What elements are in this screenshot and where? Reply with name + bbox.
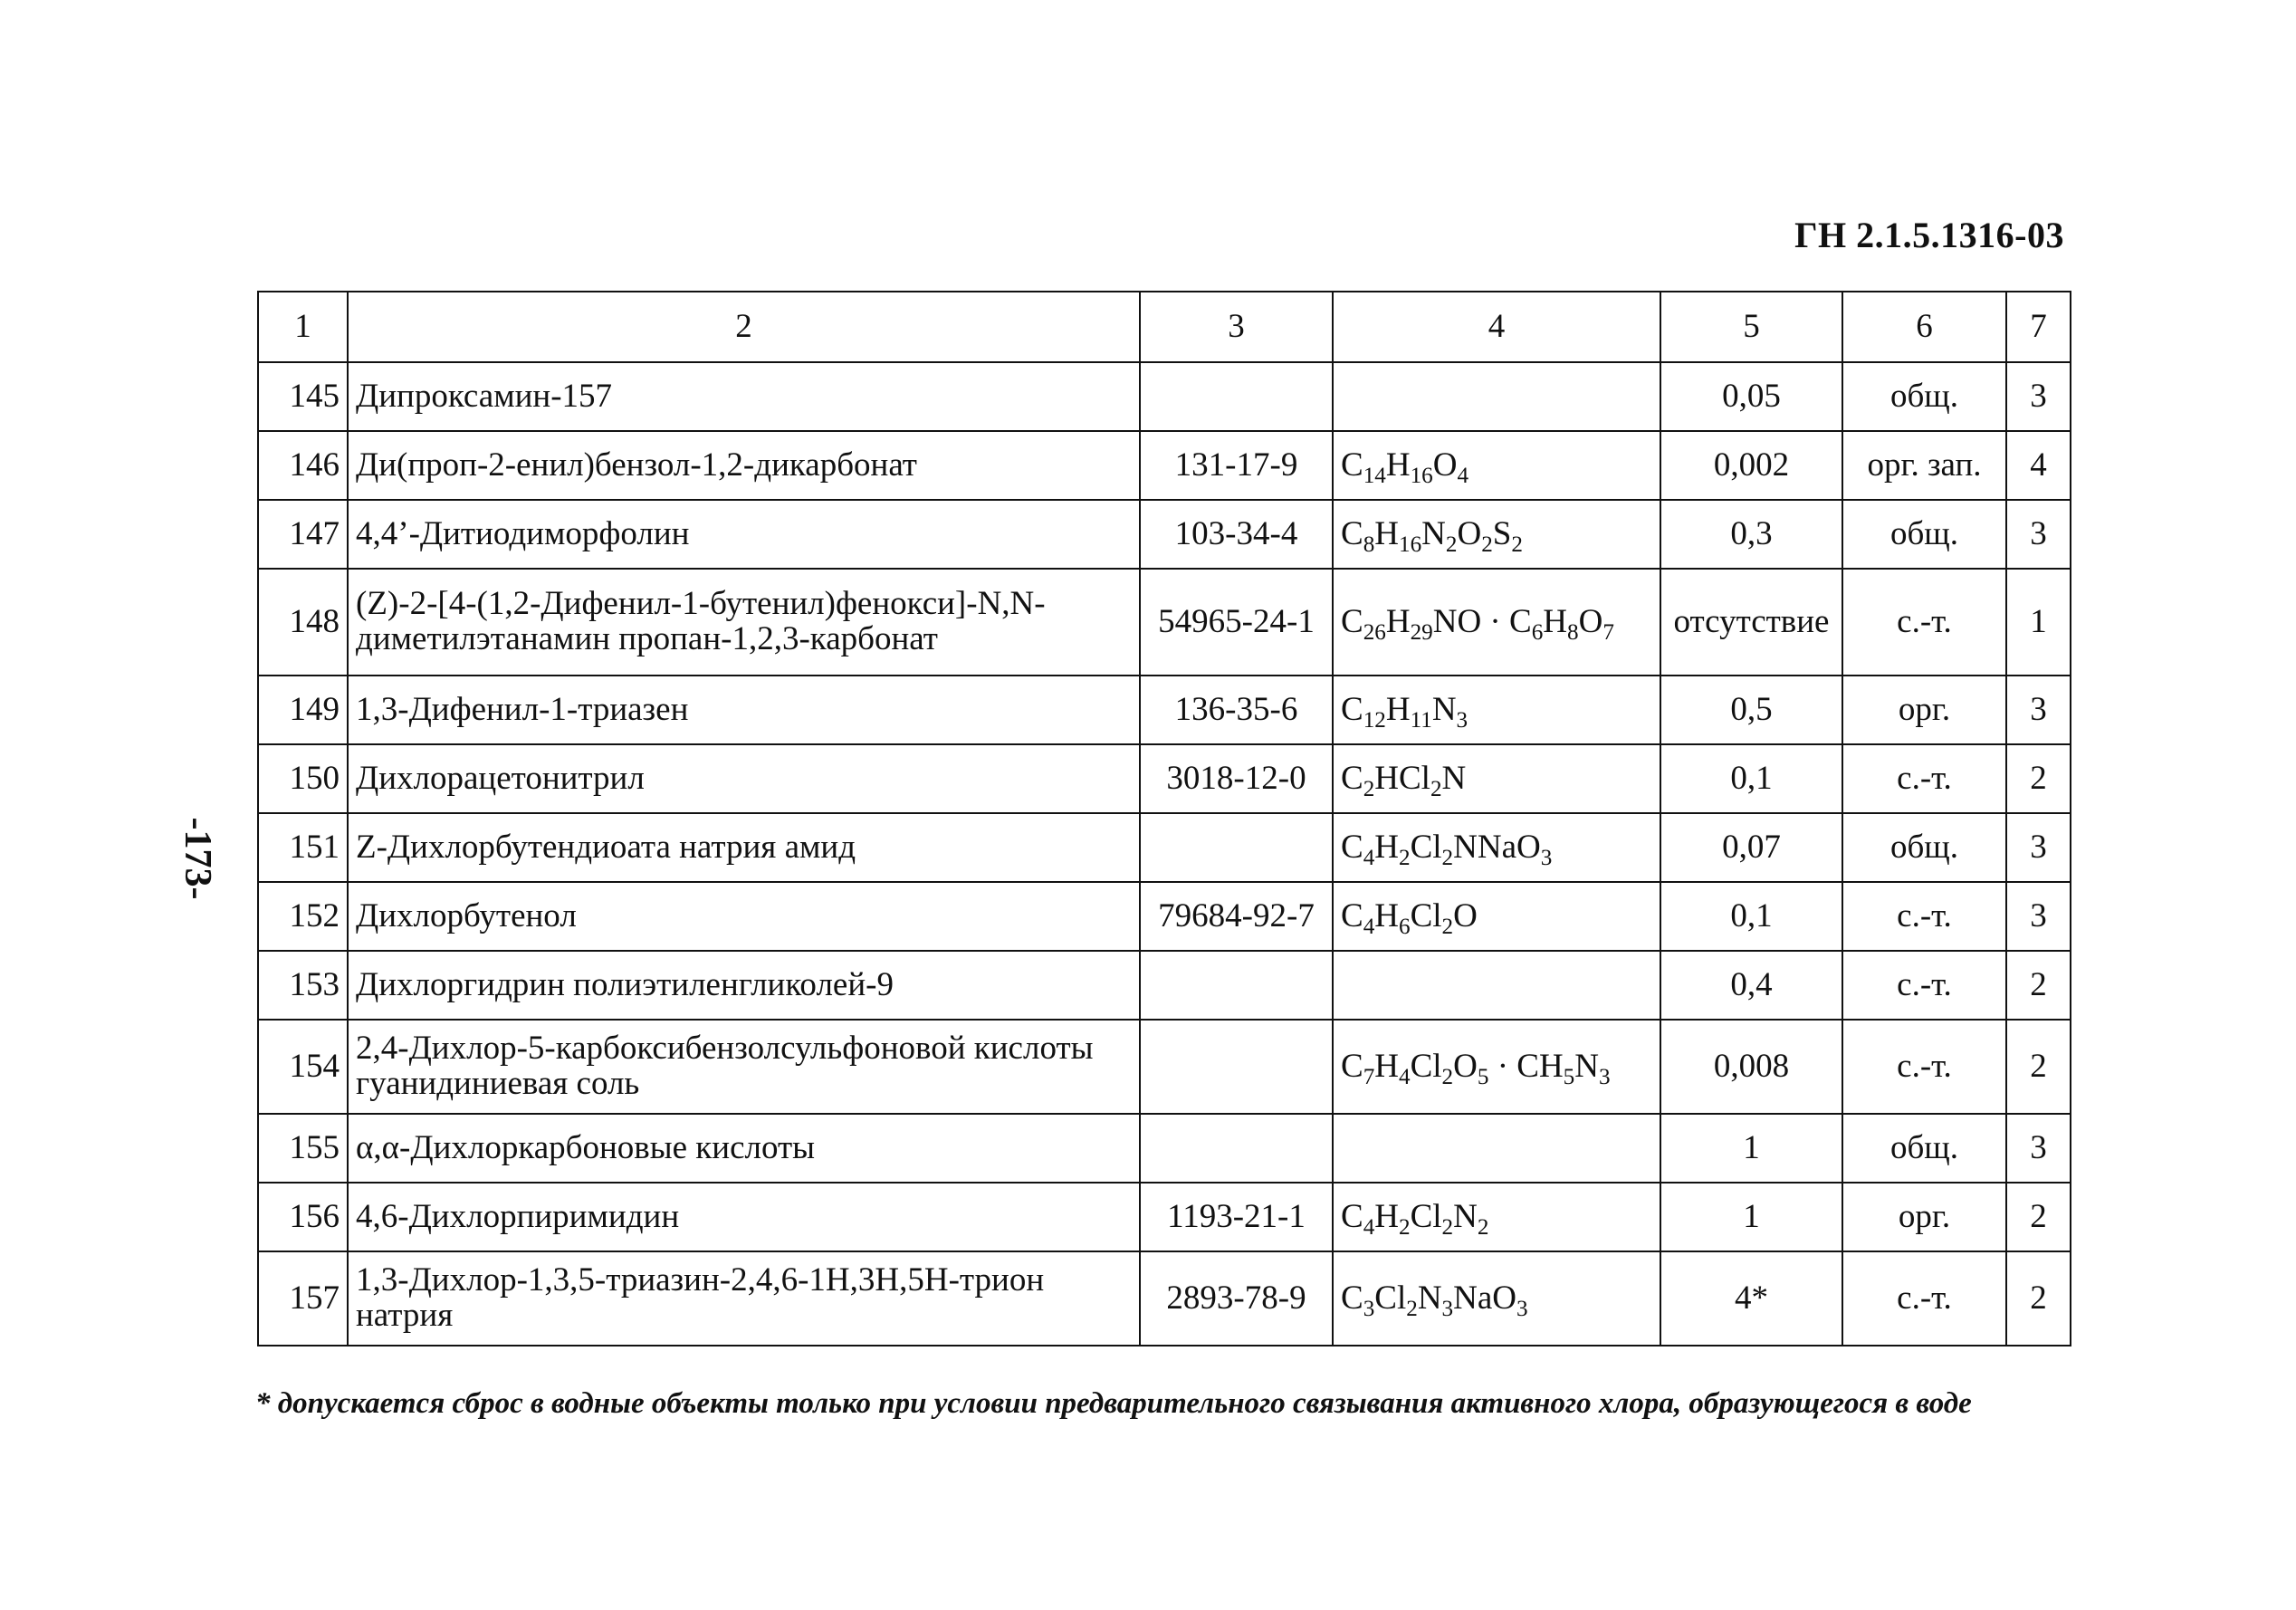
limit-value: 0,4 (1660, 951, 1842, 1020)
chemical-formula (1333, 1114, 1660, 1183)
table-body (258, 362, 2071, 1346)
substance-name: α,α-Дихлоркарбоновые кислоты (348, 1114, 1140, 1183)
cas-number (1140, 813, 1333, 882)
column-header: 1 (258, 292, 348, 362)
harm-sign: орг. зап. (1842, 431, 2006, 500)
limit-value: 0,008 (1660, 1020, 1842, 1114)
substance-name: (Z)-2-[4-(1,2-Дифенил-1-бутенил)фенокси]-N,N-диметилэтанамин пропан-1,2,3-карбонат (348, 569, 1140, 676)
row-number: 150 (258, 744, 348, 813)
hazard-class: 3 (2006, 882, 2071, 951)
hazard-class: 3 (2006, 1114, 2071, 1183)
table-row (258, 500, 2071, 569)
chemical-formula: $C_8H_{16}N_2O_2S_2$ (1333, 500, 1660, 569)
harm-sign: с.-т. (1842, 1251, 2006, 1346)
cas-number: 2893-78-9 (1140, 1251, 1333, 1346)
chemical-formula: $C_4H_6Cl_2O$ (1333, 882, 1660, 951)
hazard-class: 2 (2006, 1183, 2071, 1251)
hazard-class: 2 (2006, 951, 2071, 1020)
row-number: 154 (258, 1020, 348, 1114)
table-row (258, 744, 2071, 813)
harm-sign: с.-т. (1842, 882, 2006, 951)
substance-name: Дихлорбутенол (348, 882, 1140, 951)
harm-sign: общ. (1842, 1114, 2006, 1183)
column-header: 5 (1660, 292, 1842, 362)
chemical-formula: $C_4H_2Cl_2N_2$ (1333, 1183, 1660, 1251)
substance-name: Дипроксамин-157 (348, 362, 1140, 431)
limit-value: 0,5 (1660, 676, 1842, 744)
cas-number (1140, 362, 1333, 431)
chemical-formula (1333, 362, 1660, 431)
row-number: 156 (258, 1183, 348, 1251)
chemical-formula: $C_3Cl_2N_3NaO_3$ (1333, 1251, 1660, 1346)
hazard-class: 2 (2006, 1251, 2071, 1346)
harm-sign: орг. (1842, 676, 2006, 744)
table-row (258, 1020, 2071, 1114)
table-row (258, 951, 2071, 1020)
column-header: 2 (348, 292, 1140, 362)
harm-sign: с.-т. (1842, 744, 2006, 813)
substances-table (257, 291, 2071, 1346)
limit-value: 1 (1660, 1183, 1842, 1251)
cas-number: 1193-21-1 (1140, 1183, 1333, 1251)
limit-value: 0,05 (1660, 362, 1842, 431)
column-number-row (258, 292, 2071, 362)
table-row (258, 362, 2071, 431)
substance-name: 4,4’-Дитиодиморфолин (348, 500, 1140, 569)
limit-value: 0,1 (1660, 744, 1842, 813)
limit-value: 0,07 (1660, 813, 1842, 882)
cas-number: 54965-24-1 (1140, 569, 1333, 676)
cas-number: 136-35-6 (1140, 676, 1333, 744)
substance-name: Дихлорацетонитрил (348, 744, 1140, 813)
table-row (258, 813, 2071, 882)
chemical-formula: $C_{26}H_{29}NO \cdot C_6H_8O_7$ (1333, 569, 1660, 676)
limit-value: 0,1 (1660, 882, 1842, 951)
harm-sign: общ. (1842, 500, 2006, 569)
harm-sign: с.-т. (1842, 569, 2006, 676)
harm-sign: общ. (1842, 362, 2006, 431)
table-row (258, 431, 2071, 500)
substance-name: 1,3-Дифенил-1-триазен (348, 676, 1140, 744)
limit-value: 1 (1660, 1114, 1842, 1183)
table-row (258, 1183, 2071, 1251)
limit-value: 0,3 (1660, 500, 1842, 569)
hazard-class: 3 (2006, 362, 2071, 431)
hazard-class: 3 (2006, 676, 2071, 744)
table-row (258, 676, 2071, 744)
harm-sign: с.-т. (1842, 951, 2006, 1020)
hazard-class: 3 (2006, 813, 2071, 882)
chemical-formula: $C_4H_2Cl_2NNaO_3$ (1333, 813, 1660, 882)
row-number: 145 (258, 362, 348, 431)
substance-name: Дихлоргидрин полиэтиленгликолей-9 (348, 951, 1140, 1020)
harm-sign: орг. (1842, 1183, 2006, 1251)
chemical-formula: $C_{12}H_{11}N_3$ (1333, 676, 1660, 744)
hazard-class: 1 (2006, 569, 2071, 676)
substance-name: 1,3-Дихлор-1,3,5-триазин-2,4,6-1H,3H,5H-трион натрия (348, 1251, 1140, 1346)
hazard-class: 2 (2006, 744, 2071, 813)
table-row (258, 1114, 2071, 1183)
column-header: 6 (1842, 292, 2006, 362)
row-number: 157 (258, 1251, 348, 1346)
column-header: 7 (2006, 292, 2071, 362)
footnote: * допускается сброс в водные объекты только при условии предварительного связывания активного хлора, образующегося в воде (255, 1387, 1972, 1420)
row-number: 151 (258, 813, 348, 882)
row-number: 146 (258, 431, 348, 500)
harm-sign: общ. (1842, 813, 2006, 882)
substance-name: 2,4-Дихлор-5-карбоксибензолсульфоновой кислоты гуанидиниевая соль (348, 1020, 1140, 1114)
table-row (258, 1251, 2071, 1346)
cas-number: 3018-12-0 (1140, 744, 1333, 813)
row-number: 148 (258, 569, 348, 676)
cas-number (1140, 1020, 1333, 1114)
substance-name: Z-Дихлорбутендиоата натрия амид (348, 813, 1140, 882)
chemical-formula: $C_{14}H_{16}O_4$ (1333, 431, 1660, 500)
column-header: 3 (1140, 292, 1333, 362)
hazard-class: 3 (2006, 500, 2071, 569)
substance-name: Ди(проп-2-енил)бензол-1,2-дикарбонат (348, 431, 1140, 500)
limit-value: отсутствие (1660, 569, 1842, 676)
harm-sign: с.-т. (1842, 1020, 2006, 1114)
cas-number (1140, 951, 1333, 1020)
hazard-class: 4 (2006, 431, 2071, 500)
limit-value: 4* (1660, 1251, 1842, 1346)
row-number: 149 (258, 676, 348, 744)
cas-number (1140, 1114, 1333, 1183)
cas-number: 103-34-4 (1140, 500, 1333, 569)
column-header: 4 (1333, 292, 1660, 362)
chemical-formula (1333, 951, 1660, 1020)
limit-value: 0,002 (1660, 431, 1842, 500)
chemical-formula: $C_7H_4Cl_2O_5 \cdot CH_5N_3$ (1333, 1020, 1660, 1114)
row-number: 153 (258, 951, 348, 1020)
cas-number: 79684-92-7 (1140, 882, 1333, 951)
row-number: 147 (258, 500, 348, 569)
hazard-class: 2 (2006, 1020, 2071, 1114)
document-code: ГН 2.1.5.1316-03 (1794, 215, 2064, 255)
table-row (258, 569, 2071, 676)
substance-name: 4,6-Дихлорпиримидин (348, 1183, 1140, 1251)
row-number: 155 (258, 1114, 348, 1183)
page-number: -173- (177, 817, 218, 900)
table-row (258, 882, 2071, 951)
row-number: 152 (258, 882, 348, 951)
chemical-formula: $C_2HCl_2N$ (1333, 744, 1660, 813)
cas-number: 131-17-9 (1140, 431, 1333, 500)
